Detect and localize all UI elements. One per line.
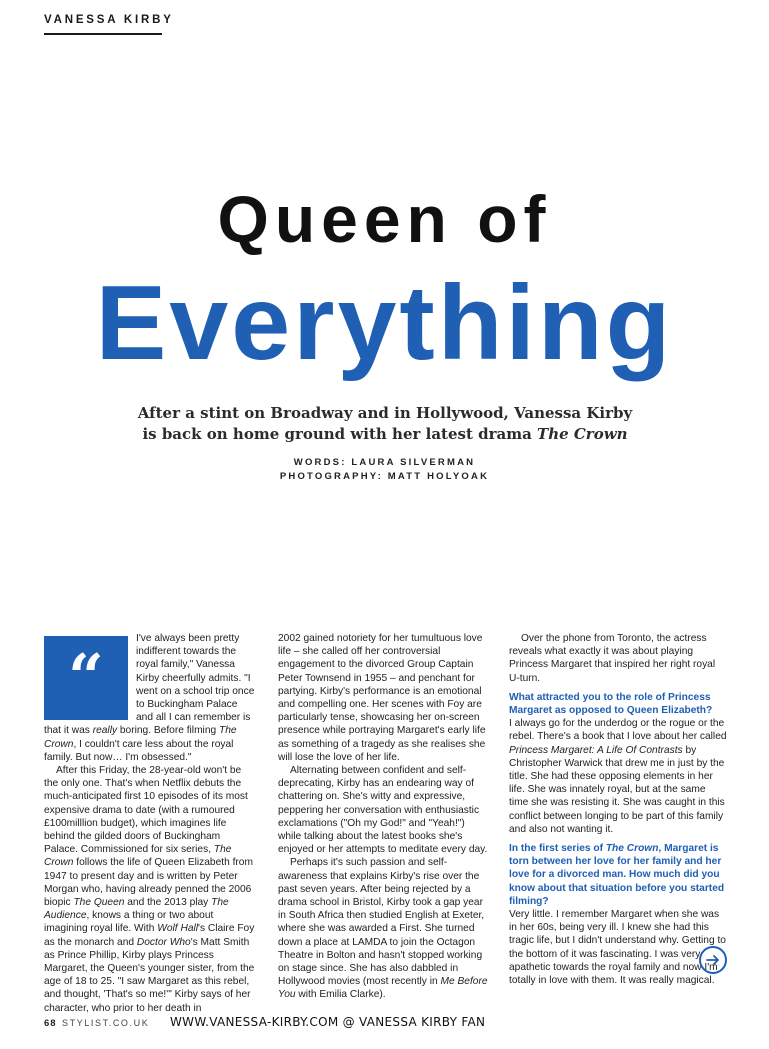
paragraph: I've always been pretty indifferent towards the royal family," Vanessa Kirby cheerfully admits. "I went on a school trip once to Buckingham Palace and all I can remember is that it was really boring. Before filming The Crown, I couldn't care less about the royal family. But now… I'm obsessed." xyxy=(44,633,255,763)
page-number: 68 xyxy=(44,1018,57,1029)
standfirst-line-1: After a stint on Broadway and in Hollywood, Vanessa Kirby xyxy=(137,404,633,422)
paragraph: Alternating between confident and self-deprecating, Kirby has an endearing way of chattering on. She's witty and expressive, peppering her conversation with enthusiastic exclamations ("Oh my God!" and "Yeah!") while talking about the latest books she's enjoyed or her attempts to meditate every day. xyxy=(278,765,488,856)
paragraph: Perhaps it's such passion and self-awareness that explains Kirby's rise over the past seven years. After being rejected by a drama school in Bristol, Kirby took a gap year in South Africa then studied English at Exeter, where she was awarded a First. She turned down a place at LAMDA to join the Octagon Theatre in Bolton and hasn't stopped working on stage since. She has also dabbled in Hollywood movies (most recently in Me Before You with Emilia Clarke). xyxy=(278,857,488,1001)
interview-answer: Very little. I remember Margaret when she was in her 60s, being very ill. I knew she had this tragic life, but I didn't understand why. Getting to the bottom of it was fascinating. I was very apathetic towards the royal family and now I'm totally in love with them. It was really magical. xyxy=(509,909,726,987)
interview-answer: I always go for the underdog or the rogue or the rebel. There's a book that I love about her called Princess Margaret: A Life Of Contrasts by Christopher Warwick that drew me in just by the title. She had these opposing elements in her life. She was innately royal, but at the same time she was resisting it. She was caught in this conflict between longing to be part of this family and also not wanting it. xyxy=(509,718,727,835)
watermark: WWW.VANESSA-KIRBY.COM @ VANESSA KIRBY FAN xyxy=(170,1015,486,1029)
article-column-3 xyxy=(509,632,727,987)
arrow-right-circle-icon[interactable] xyxy=(699,946,727,974)
standfirst-line-2: is back on home ground with her latest drama xyxy=(142,425,538,443)
section-tag: VANESSA KIRBY xyxy=(44,14,174,26)
standfirst-show: The Crown xyxy=(537,425,628,443)
interview-question: What attracted you to the role of Princess Margaret as opposed to Queen Elizabeth? xyxy=(509,691,713,717)
article-column-1 xyxy=(44,632,256,1015)
credit-words: WORDS: LAURA SILVERMAN xyxy=(293,457,476,468)
standfirst xyxy=(110,403,660,445)
headline-line-1: Queen of xyxy=(217,182,552,256)
pull-quote-box xyxy=(44,636,128,720)
quote-mark-icon: “ xyxy=(68,640,104,713)
paragraph: After this Friday, the 28-year-old won't be the only one. That's when Netflix debuts the much-anticipated first 10 episodes of its most expensive drama to date (with a rumoured £100milllion budget), which imagines life behind the gilded doors of Buckingham Palace. Commissioned for six series, The Crown follows the life of Queen Elizabeth from 1947 to present day and is written by Peter Morgan who, having already penned the 2006 biopic The Queen and the 2013 play The Audience, knows a thing or two about imagining royal life. With Wolf Hall's Claire Foy as the monarch and Doctor Who's Matt Smith as Prince Phillip, Kirby plays Princess Margaret, the Queen's younger sister, from the age of 18 to 25. "I saw Margaret as this rebel, and thought, 'That's so me!'" Kirby says of her character, who prior to her death in xyxy=(44,765,255,1014)
headline-line-2: Everything xyxy=(95,264,674,382)
article-column-2 xyxy=(278,632,490,1002)
credit-photography: PHOTOGRAPHY: MATT HOLYOAK xyxy=(279,471,490,482)
section-rule xyxy=(44,33,162,35)
footer-site: STYLIST.CO.UK xyxy=(62,1018,150,1028)
paragraph: 2002 gained notoriety for her tumultuous love life – she called off her controversial engagement to the divorced Group Captain Peter Townsend in 1955 – and penchant for partying. Kirby's performance is an emotional and compelling one. Her scenes with Foy are particularly tense, showcasing her on-screen presence while portraying Margaret's early life as something of a tragedy as she realises she will lose the love of her life. xyxy=(278,633,486,763)
paragraph: Over the phone from Toronto, the actress reveals what exactly it was about playing Princess Margaret that inspired her right royal U-turn. xyxy=(509,633,716,684)
interview-question: In the first series of The Crown, Margaret is torn between her love for her family and her love for a divorced man. How much did you know about that situation before you started filming? xyxy=(509,843,725,907)
